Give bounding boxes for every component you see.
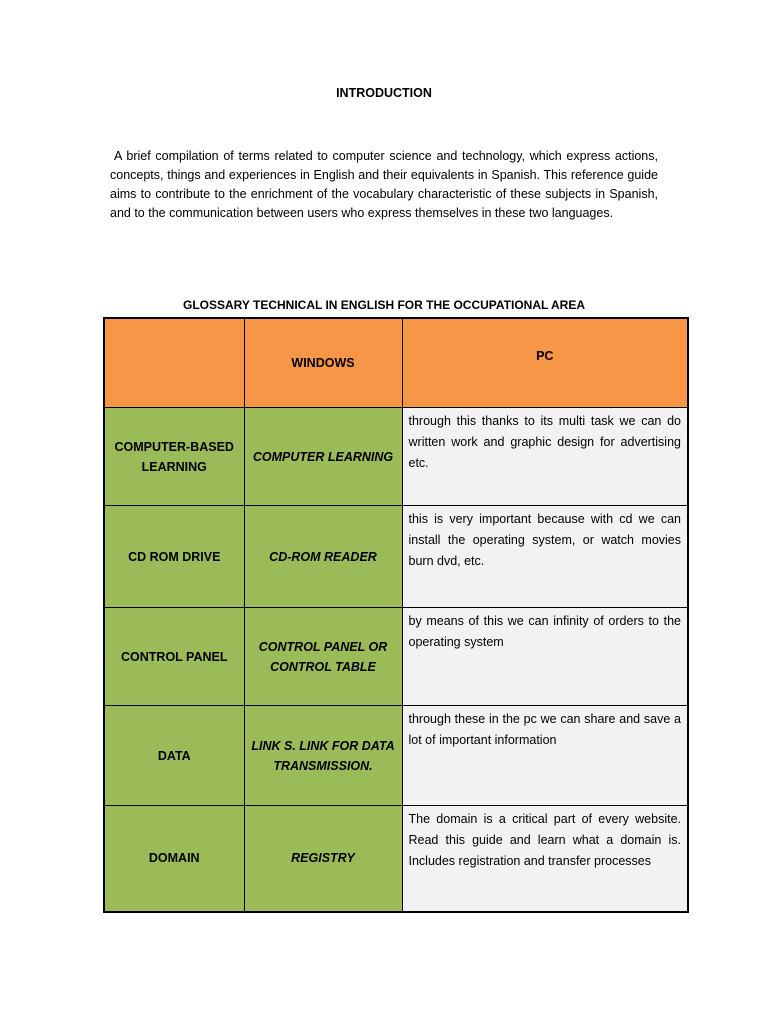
table-row [104, 506, 688, 608]
term-description: through this thanks to its multi task we can do written work and graphic design for advertising etc. [402, 408, 688, 506]
table-row [104, 706, 688, 806]
table-row [104, 608, 688, 706]
term-translation: CD-ROM READER [244, 506, 402, 608]
intro-heading: INTRODUCTION [336, 86, 432, 100]
term-translation: REGISTRY [244, 806, 402, 912]
term-description: The domain is a critical part of every website. Read this guide and learn what a domain is. Includes registration and transfer processes [402, 806, 688, 912]
term-english: CD ROM DRIVE [104, 506, 244, 608]
header-cell-windows: WINDOWS [244, 318, 402, 408]
term-english: DOMAIN [104, 806, 244, 912]
term-english: COMPUTER-BASED LEARNING [104, 408, 244, 506]
header-cell-empty [104, 318, 244, 408]
header-cell-pc: PC [402, 318, 688, 408]
table-row [104, 408, 688, 506]
table-header-row [104, 318, 688, 408]
term-english: CONTROL PANEL [104, 608, 244, 706]
term-english: DATA [104, 706, 244, 806]
glossary-title: GLOSSARY TECHNICAL IN ENGLISH FOR THE OCCUPATIONAL AREA [182, 298, 586, 312]
table-row [104, 806, 688, 912]
glossary-table [103, 317, 689, 913]
term-description: through these in the pc we can share and save a lot of important information [402, 706, 688, 806]
intro-paragraph: A brief compilation of terms related to computer science and technology, which express actions, concepts, things and experiences in English and their equivalents in Spanish. This reference guide aims to contribute to the enrichment of the vocabulary characteristic of these subjects in Spanish, and to the communication between users who express themselves in these two languages. [110, 149, 658, 220]
term-translation: LINK S. LINK FOR DATA TRANSMISSION. [244, 706, 402, 806]
term-translation: CONTROL PANEL OR CONTROL TABLE [244, 608, 402, 706]
term-description: by means of this we can infinity of orders to the operating system [402, 608, 688, 706]
term-translation: COMPUTER LEARNING [244, 408, 402, 506]
term-description: this is very important because with cd we can install the operating system, or watch movies burn dvd, etc. [402, 506, 688, 608]
